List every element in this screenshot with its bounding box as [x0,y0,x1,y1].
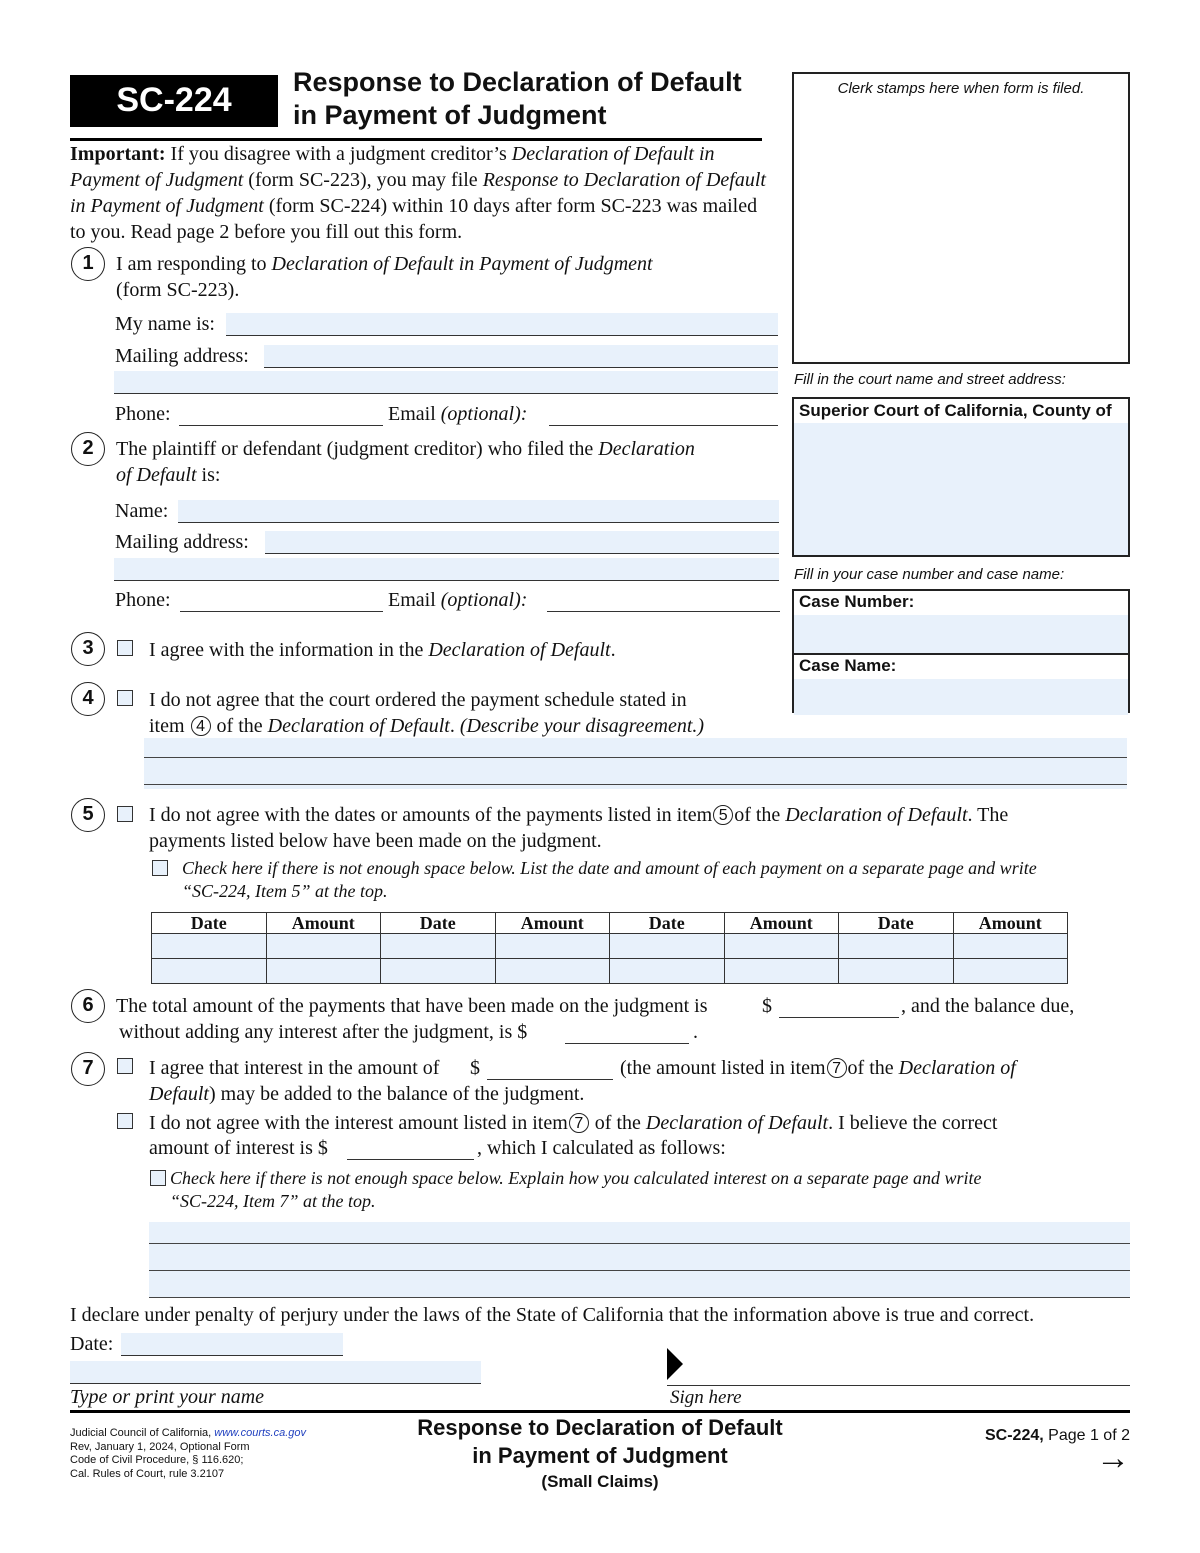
sign-here-text: Sign here [670,1387,742,1408]
footer-citation [70,1427,306,1481]
email-label-text: Email [388,589,436,611]
creditor-address-field-1[interactable] [265,531,779,554]
item-6-text-4: . [693,1021,698,1043]
item-7-number: 7 [71,1052,105,1086]
payment-amount-cell[interactable] [724,959,839,984]
declaration-text: I declare under penalty of perjury under the laws of the State of California that the information above is true and correct. [70,1304,1035,1326]
item-5-text-part: payments listed below have been made on the judgment. [149,830,602,852]
item-2-form-name: Declaration [598,438,695,460]
important-form-name: Declaration of Default in Payment of Judgment [70,143,715,191]
item-2-text-part: The plaintiff or defendant (judgment creditor) who filed the [116,438,599,460]
footer-title-line2: in Payment of Judgment [472,1443,728,1468]
printed-name-label-text: Type or print your name [70,1386,265,1408]
creditor-name-label: Name: [115,500,169,522]
item-4-description-field[interactable] [144,738,1127,789]
item-7-agree-text-1: I agree that interest in the amount of [149,1057,440,1079]
footer-council: Judicial Council of California, [70,1427,215,1439]
item-6-text-1: The total amount of the payments that have been made on the judgment is [116,995,708,1017]
item-7-text-part: ) may be added to the balance of the judgment. [209,1083,585,1105]
item-5-check-text [182,857,1132,903]
important-label: Important: [70,143,166,165]
item-5-check-line: Check here if there is not enough space below. List the date and amount of each payment on a separate page and write [182,858,1037,878]
item-4-text [149,687,789,739]
column-header: Date [152,913,267,934]
footer-form-id: SC-224, [985,1427,1044,1444]
creditor-email-label [388,587,527,613]
important-text: If you disagree with a judgment creditor’s [165,143,512,165]
item-2-text-part: is: [196,464,221,486]
item-3-text [149,637,616,663]
item-7-form-name: Declaration of Default [645,1112,829,1134]
item-1-form-name: Declaration of Default in Payment of Judgment [271,253,653,275]
footer-url-link[interactable]: www.courts.ca.gov [214,1427,306,1439]
footer-code: Code of Civil Procedure, § 116.620; [70,1454,244,1466]
creditor-phone-label: Phone: [115,589,171,611]
my-address-field-1[interactable] [264,345,778,368]
important-form-name: Response to Declaration of Default in Payment of Judgment [70,169,766,217]
item-5-text-part: of the [734,804,786,826]
item-5-checkbox[interactable] [117,806,133,822]
footer-rule [70,1410,1130,1413]
item-6-dollar: $ [762,995,772,1017]
creditor-email-field[interactable] [547,589,780,612]
column-header: Amount [953,913,1068,934]
correct-interest-field[interactable] [347,1137,474,1160]
payment-date-cell[interactable] [839,934,954,959]
item-5-form-name: Declaration of Default [785,804,968,826]
item-7-check-text [170,1167,1120,1213]
my-phone-label: Phone: [115,403,171,425]
my-phone-field[interactable] [179,403,383,426]
column-header: Date [610,913,725,934]
clerk-stamp-note: Clerk stamps here when form is filed. [837,80,1085,97]
item-5-extra-page-checkbox[interactable] [152,860,168,876]
court-name-box[interactable] [792,397,1130,557]
item-4-text-part: . [449,715,460,737]
item-4-ref: 4 [191,716,211,736]
my-address-field-2[interactable] [114,371,778,394]
creditor-phone-field[interactable] [180,589,383,612]
my-address-label: Mailing address: [115,345,249,367]
footer-revision: Rev, January 1, 2024, Optional Form [70,1440,250,1453]
item-3-text-part: I agree with the information in the [149,639,429,661]
payment-date-cell[interactable] [610,959,725,984]
creditor-address-field-2[interactable] [114,558,779,581]
payment-amount-cell[interactable] [266,934,381,959]
printed-name-field[interactable] [70,1361,481,1384]
item-7-text-part: I do not agree with the interest amount listed in item [149,1112,568,1134]
payment-date-cell[interactable] [610,934,725,959]
item-7-ref: 7 [569,1113,589,1133]
payment-date-cell[interactable] [152,934,267,959]
item-7-check-line: Check here if there is not enough space below. Explain how you calculated interest on a separate page and write [170,1168,982,1188]
court-instruction: Fill in the court name and street address: [794,371,1066,388]
item-4-text-part: of the [211,715,268,737]
item-5-ref: 5 [713,805,733,825]
column-header: Amount [724,913,839,934]
important-text: (form SC-223), you may file [243,169,483,191]
table-row [152,934,1068,959]
table-row [152,959,1068,984]
item-6-number: 6 [71,989,105,1023]
payments-table [151,912,1068,984]
sign-here-arrow-icon [667,1348,683,1380]
payment-amount-cell[interactable] [495,959,610,984]
item-7-dollar: $ [470,1057,480,1079]
payment-amount-cell[interactable] [953,959,1068,984]
item-3-number: 3 [71,632,105,666]
form-title-line1: Response to Declaration of Default [293,67,742,97]
item-7-disagree-text-2: amount of interest is $ [149,1137,328,1159]
sign-here-label [670,1386,742,1410]
case-instruction: Fill in your case number and case name: [794,566,1065,583]
item-3-text-part: . [610,639,616,661]
item-4-text-part: item [149,715,190,737]
case-name-field[interactable] [794,679,1128,715]
item-7-form-name: Default [149,1083,209,1105]
my-name-field[interactable] [226,313,778,336]
payment-date-cell[interactable] [381,934,496,959]
creditor-address-label: Mailing address: [115,531,249,553]
item-1-text [116,251,756,303]
item-7-text-part: (the amount listed in item [620,1057,826,1079]
item-7-disagree-text-1 [149,1110,997,1136]
item-5-check-line: “SC-224, Item 5” at the top. [182,881,388,901]
item-6-text-3: without adding any interest after the judgment, is $ [119,1021,528,1043]
column-header: Date [381,913,496,934]
item-1-number: 1 [71,247,105,281]
footer-page: Page 1 of 2 [1043,1427,1130,1444]
item-4-checkbox[interactable] [117,690,133,706]
form-number-badge: SC-224 [70,75,278,127]
case-number-label: Case Number: [799,592,915,611]
item-7-text-part: of the [589,1112,646,1134]
case-box [792,589,1130,713]
item-5-text-part: . The [967,804,1009,826]
item-3-form-name: Declaration of Default [428,639,611,661]
email-label-text: Email [388,403,436,425]
item-4-text-part: I do not agree that the court ordered the payment schedule stated in [149,689,687,711]
date-label: Date: [70,1333,114,1355]
item-7-check-line: “SC-224, Item 7” at the top. [170,1191,376,1211]
payment-amount-cell[interactable] [495,934,610,959]
item-7-agree-text-3 [149,1081,584,1107]
item-3-checkbox[interactable] [117,640,133,656]
item-7-disagree-checkbox[interactable] [117,1113,133,1129]
next-page-arrow-icon: → [1096,1439,1130,1477]
item-5-text [149,802,1129,854]
column-header: Amount [495,913,610,934]
optional-label: (optional): [440,403,528,425]
payment-date-cell[interactable] [152,959,267,984]
footer-rules: Cal. Rules of Court, rule 3.2107 [70,1467,225,1480]
item-7-agree-checkbox[interactable] [117,1058,133,1074]
item-7-extra-page-checkbox[interactable] [150,1170,166,1186]
item-7-disagree-text-3: , which I calculated as follows: [477,1137,726,1159]
item-2-text [116,436,776,488]
payments-header-row [152,913,1068,934]
column-header: Amount [266,913,381,934]
important-text: (form SC-224) within 10 days after form SC-223 was mailed to you. Read page 2 before you fill out this form. [70,195,758,243]
item-4-form-name: Declaration of Default [267,715,450,737]
item-5-text-part: I do not agree with the dates or amounts of the payments listed in item [149,804,713,826]
form-title-line2: in Payment of Judgment [293,100,607,130]
creditor-name-field[interactable] [178,500,779,523]
footer-title [360,1414,840,1494]
item-4-number: 4 [71,682,105,716]
item-2-number: 2 [71,432,105,466]
payment-amount-cell[interactable] [953,934,1068,959]
item-7-text-part: of the [847,1057,899,1079]
optional-label: (optional): [440,589,528,611]
printed-name-label [70,1384,264,1410]
payment-amount-cell[interactable] [266,959,381,984]
my-email-field[interactable] [549,403,778,426]
item-2-form-name: of Default [116,464,197,486]
item-7-agree-text-2 [620,1055,1016,1081]
payment-amount-cell[interactable] [724,934,839,959]
balance-due-field[interactable] [565,1021,689,1044]
column-header: Date [839,913,954,934]
payment-date-cell[interactable] [381,959,496,984]
important-notice [70,141,775,245]
date-field[interactable] [121,1333,343,1356]
item-6-text-2: , and the balance due, [901,995,1075,1017]
item-5-number: 5 [71,798,105,832]
clerk-stamp-box [792,72,1130,364]
item-7-form-name: Declaration of [898,1057,1016,1079]
payment-date-cell[interactable] [839,959,954,984]
item-1-text-part: I am responding to [116,253,272,275]
case-number-field[interactable] [794,615,1128,655]
case-name-label: Case Name: [799,656,897,675]
item-4-instruction: (Describe your disagreement.) [459,715,705,737]
my-email-label [388,401,527,427]
item-7-text-part: . I believe the correct [828,1112,998,1134]
agreed-interest-field[interactable] [487,1057,613,1080]
court-label: Superior Court of California, County of [794,399,1128,423]
item-7-ref: 7 [827,1058,847,1078]
total-payments-field[interactable] [779,995,899,1018]
footer-subtitle: (Small Claims) [541,1472,659,1491]
form-title [293,66,742,132]
item-1-text-part: (form SC-223). [116,279,240,301]
interest-calculation-field[interactable] [149,1222,1130,1298]
my-name-label: My name is: [115,313,215,335]
footer-title-line1: Response to Declaration of Default [417,1415,783,1440]
